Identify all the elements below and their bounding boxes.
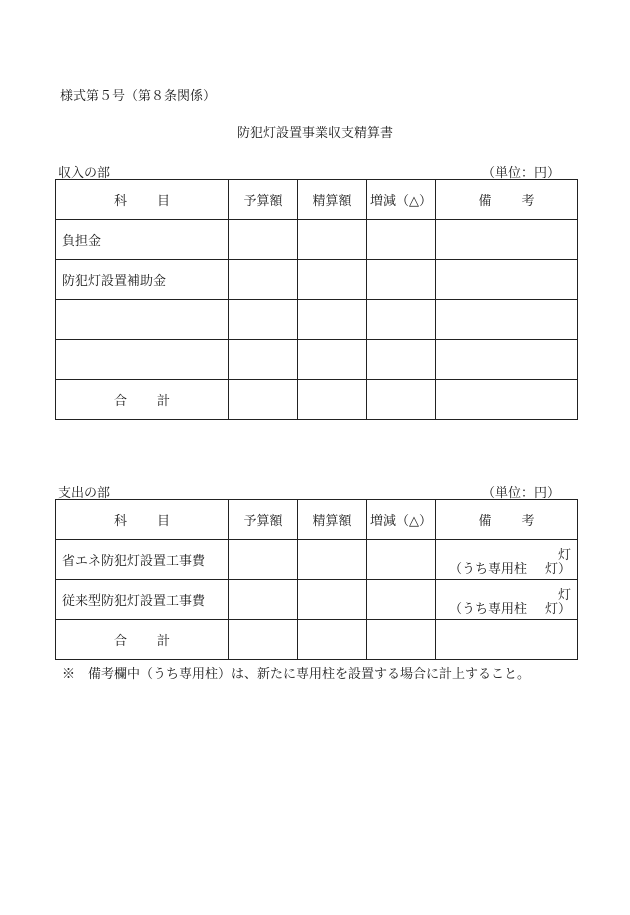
settlement-cell[interactable] [298, 540, 367, 580]
budget-total-cell[interactable] [229, 620, 298, 660]
remarks-cell[interactable] [436, 340, 578, 380]
expense-total-label: 合 計 [56, 620, 229, 660]
expense-row [56, 540, 578, 580]
settlement-total-cell[interactable] [298, 620, 367, 660]
remarks-cell[interactable] [436, 260, 578, 300]
settlement-cell[interactable] [298, 220, 367, 260]
settlement-cell[interactable] [298, 300, 367, 340]
income-total-row [56, 380, 578, 420]
difference-cell[interactable] [367, 540, 436, 580]
difference-header: 増減（△） [367, 500, 436, 540]
income-item-label[interactable] [56, 300, 229, 340]
difference-cell[interactable] [367, 340, 436, 380]
expense-row [56, 580, 578, 620]
footnote: ※ 備考欄中（うち専用柱）は、新たに専用柱を設置する場合に計上すること。 [62, 667, 531, 682]
income-row [56, 340, 578, 380]
income-item-label[interactable] [56, 340, 229, 380]
expense-unit-label: （単位：円） [481, 486, 560, 501]
remarks-cell[interactable] [436, 300, 578, 340]
expense-header-row [56, 500, 578, 540]
expense-item-label: 省エネ防犯灯設置工事費 [56, 540, 229, 580]
income-row [56, 300, 578, 340]
income-item-label: 負担金 [56, 220, 229, 260]
income-header-row [56, 180, 578, 220]
difference-total-cell[interactable] [367, 620, 436, 660]
income-row [56, 220, 578, 260]
difference-cell[interactable] [367, 260, 436, 300]
document-title: 防犯灯設置事業収支精算書 [236, 126, 393, 141]
remarks-header: 備 考 [436, 180, 578, 220]
settlement-cell[interactable] [298, 580, 367, 620]
budget-cell[interactable] [229, 340, 298, 380]
budget-cell[interactable] [229, 300, 298, 340]
budget-cell[interactable] [229, 220, 298, 260]
income-table [55, 179, 578, 420]
income-item-label: 防犯灯設置補助金 [56, 260, 229, 300]
remarks-header: 備 考 [436, 500, 578, 540]
settlement-header: 精算額 [298, 180, 367, 220]
remarks-cell[interactable] [436, 540, 578, 580]
expense-total-row [56, 620, 578, 660]
budget-cell[interactable] [229, 260, 298, 300]
income-row [56, 260, 578, 300]
budget-header: 予算額 [229, 180, 298, 220]
budget-header: 予算額 [229, 500, 298, 540]
difference-total-cell[interactable] [367, 380, 436, 420]
dedicated-pole-unit: 灯） [544, 601, 571, 617]
income-section-label: 収入の部 [58, 166, 111, 181]
expense-table [55, 499, 578, 660]
remarks-cell[interactable] [436, 580, 578, 620]
remarks-total-cell[interactable] [436, 620, 578, 660]
income-unit-label: （単位：円） [481, 166, 560, 181]
lamp-count-unit: 灯 [557, 587, 571, 603]
difference-cell[interactable] [367, 300, 436, 340]
difference-cell[interactable] [367, 580, 436, 620]
lamp-count-unit: 灯 [557, 547, 571, 563]
settlement-cell[interactable] [298, 260, 367, 300]
dedicated-pole-label: （うち専用柱 [449, 561, 528, 577]
dedicated-pole-label: （うち専用柱 [449, 601, 528, 617]
difference-header: 増減（△） [367, 180, 436, 220]
remarks-total-cell[interactable] [436, 380, 578, 420]
expense-section-label: 支出の部 [58, 486, 111, 501]
form-number: 様式第５号（第８条関係） [60, 89, 217, 104]
subject-header: 科 目 [56, 500, 229, 540]
settlement-cell[interactable] [298, 340, 367, 380]
dedicated-pole-unit: 灯） [544, 561, 571, 577]
settlement-header: 精算額 [298, 500, 367, 540]
income-total-label: 合 計 [56, 380, 229, 420]
subject-header: 科 目 [56, 180, 229, 220]
difference-cell[interactable] [367, 220, 436, 260]
budget-cell[interactable] [229, 580, 298, 620]
remarks-cell[interactable] [436, 220, 578, 260]
budget-cell[interactable] [229, 540, 298, 580]
expense-item-label: 従来型防犯灯設置工事費 [56, 580, 229, 620]
settlement-total-cell[interactable] [298, 380, 367, 420]
budget-total-cell[interactable] [229, 380, 298, 420]
